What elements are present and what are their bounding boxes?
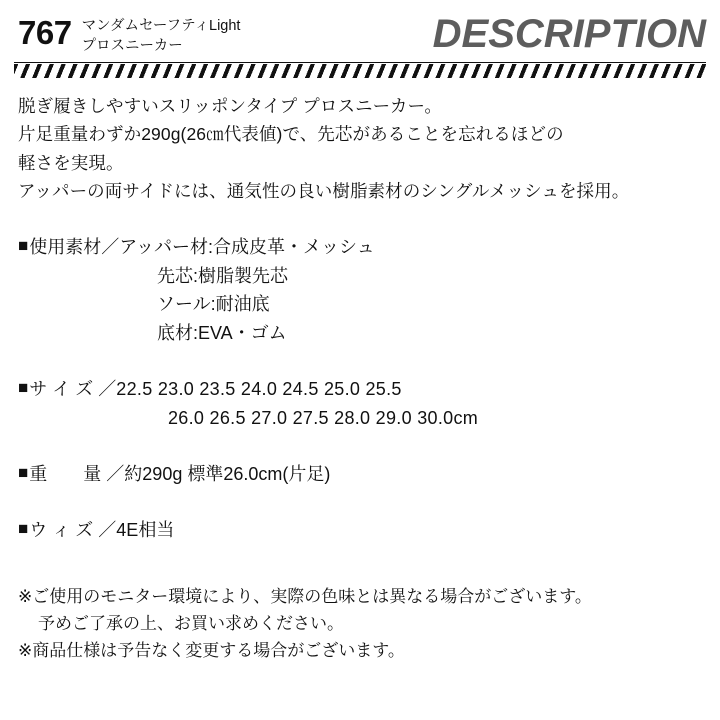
intro-line-4: アッパーの両サイドには、通気性の良い樹脂素材のシングルメッシュを採用。 (18, 181, 630, 202)
product-name-line1: マンダムセーフティLight (81, 18, 241, 34)
intro-line-3: 軽さを実現。 (18, 152, 124, 173)
spec-materials-header (18, 233, 706, 261)
page-title: DESCRIPTION (432, 12, 706, 56)
spec-width-row (18, 516, 706, 544)
hatched-divider (14, 64, 706, 78)
spec-weight-label: 重 量 ／ (29, 464, 125, 484)
product-name-line2: プロスニーカー (81, 37, 183, 54)
spec-sizes-row-2-wrap (18, 404, 706, 432)
spec-materials-row-4-wrap (18, 319, 706, 347)
spec-materials-row-3: ソール:耐油底 (157, 294, 270, 315)
spec-sizes-line-2: 26.0 26.5 27.0 27.5 28.0 29.0 30.0cm (168, 407, 479, 428)
footnote-1-line-2: 予めご了承の上、お買い求めください。 (38, 614, 344, 634)
spec-width-label: ウ ィ ズ ／ (29, 520, 117, 541)
model-number: 767 (18, 14, 72, 51)
footnote-1-line-1: ※ご使用のモニター環境により、実際の色味とは異なる場合がございます。 (18, 586, 592, 606)
bullet-square-icon: ■ (18, 236, 29, 256)
bullet-square-icon: ■ (18, 463, 29, 482)
spec-weight (18, 460, 706, 488)
intro-paragraph (18, 92, 706, 205)
spec-materials-row-2: 先芯:樹脂製先芯 (157, 265, 289, 286)
spec-materials-row-1: アッパー材:合成皮革・メッシュ (119, 237, 375, 258)
intro-line-1: 脱ぎ履きしやすいスリッポンタイプ プロスニーカー。 (18, 96, 443, 116)
section-title-wrap (433, 14, 706, 54)
spec-materials-row-3-wrap (18, 290, 706, 318)
intro-line-2: 片足重量わずか290g(26㎝代表値)で、先芯があることを忘れるほどの (18, 124, 564, 145)
spec-materials-row-2-wrap (18, 262, 706, 290)
bullet-square-icon: ■ (18, 519, 29, 539)
spec-sizes-label: サ イ ズ ／ (29, 379, 117, 400)
spec-materials (18, 233, 706, 347)
spec-materials-row-4: 底材:EVA・ゴム (157, 322, 287, 343)
footnote-2: ※商品仕様は予告なく変更する場合がございます。 (18, 641, 405, 661)
spec-width (18, 516, 706, 544)
page-header (0, 0, 720, 62)
product-identity (18, 0, 240, 56)
spec-width-value: 4E相当 (116, 520, 175, 541)
spec-sizes-header (18, 375, 706, 403)
product-name (82, 16, 241, 56)
spec-sizes (18, 375, 706, 432)
page-content (18, 92, 706, 664)
spec-sizes-line-1: 22.5 23.0 23.5 24.0 24.5 25.0 25.5 (116, 379, 402, 400)
spec-weight-value: 約290g 標準26.0cm(片足) (124, 464, 331, 484)
bullet-square-icon: ■ (18, 378, 29, 398)
divider-line (14, 62, 706, 63)
spec-weight-row (18, 460, 706, 488)
spec-materials-label: 使用素材／ (29, 237, 120, 258)
footnotes (18, 583, 706, 665)
